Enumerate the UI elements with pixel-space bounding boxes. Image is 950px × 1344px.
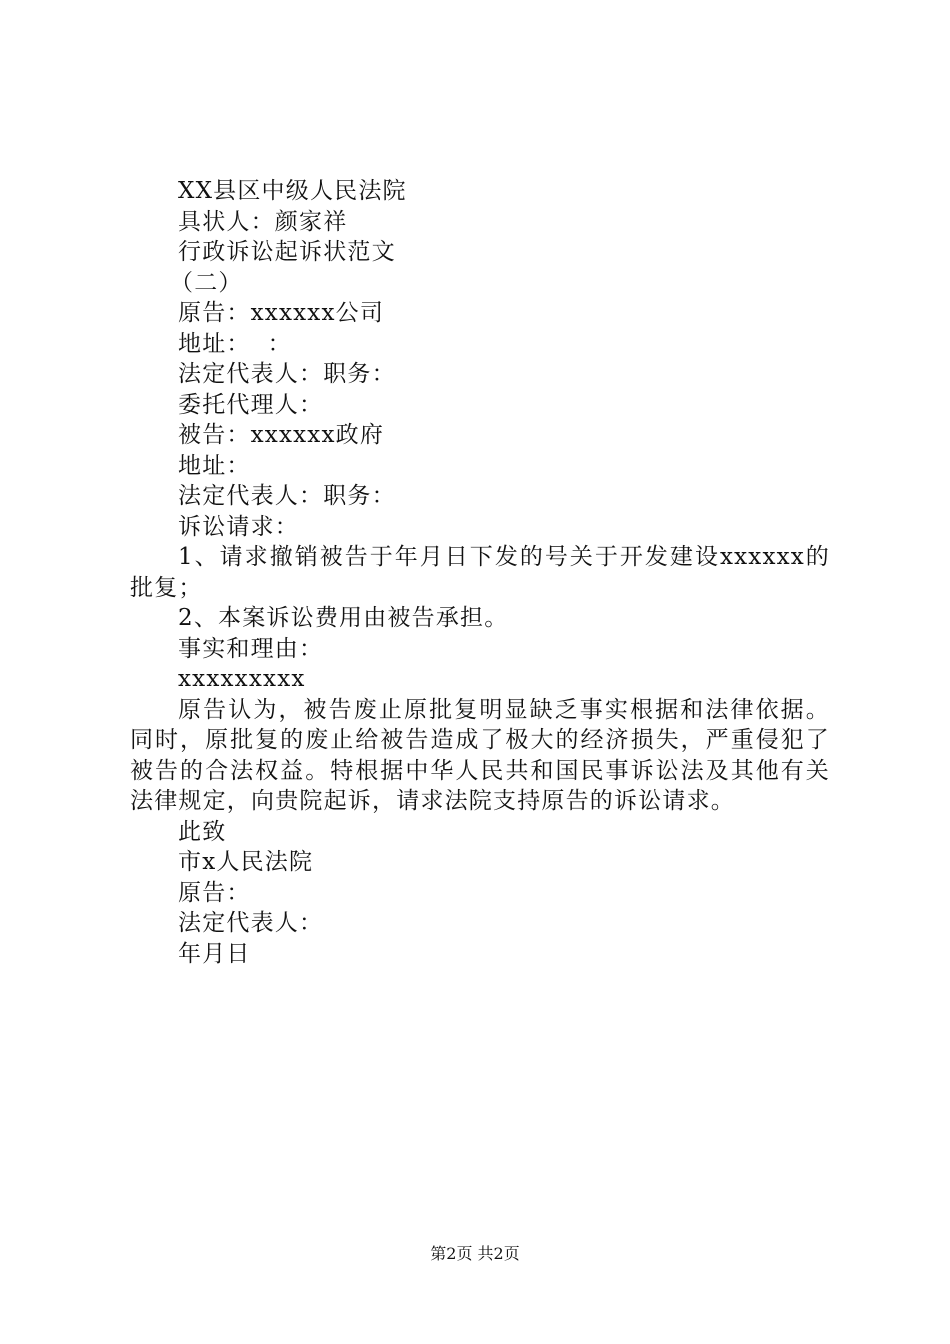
defendant-representative: 法定代表人：职务： [178, 483, 396, 509]
date-line: 年月日 [178, 940, 251, 967]
plaintiff-address: 地址： ： [178, 330, 292, 357]
facts-heading: 事实和理由： [178, 635, 324, 662]
reasoning-paragraph: 原告认为，被告废止原批复明显缺乏事实根据和法律依据。同时，原批复的废止给被告造成了极大的经济损失，严重侵犯了被告的合法权益。特根据中华人民共和国民事诉讼法及其他有关法律规定，向贵院起诉，请求法院支持原告的诉讼请求。 [130, 696, 830, 814]
plaintiff-line: 原告：xxxxxx公司 [178, 300, 385, 326]
document-title: 行政诉讼起诉状范文 [178, 239, 396, 265]
document-body [130, 176, 830, 969]
agent-line: 委托代理人： [178, 391, 324, 418]
defendant-line: 被告：xxxxxx政府 [178, 422, 385, 448]
claims-heading: 诉讼请求： [178, 513, 299, 540]
plaintiff-signature: 原告： [178, 879, 251, 906]
recipient-court: 市x人民法院 [178, 849, 314, 875]
signer-line: 具状人：颜家祥 [178, 208, 348, 235]
salutation: 此致 [178, 818, 227, 845]
representative-signature: 法定代表人： [178, 910, 324, 936]
defendant-address: 地址： [178, 452, 251, 479]
page-footer: 第2页 共2页 [430, 1244, 520, 1263]
plaintiff-representative: 法定代表人：职务： [178, 361, 396, 387]
part-number: （二） [170, 269, 243, 296]
claim-1: 1、请求撤销被告于年月日下发的号关于开发建设xxxxxx的批复； [130, 544, 830, 601]
facts-placeholder: xxxxxxxxx [178, 666, 306, 692]
claim-2: 2、本案诉讼费用由被告承担。 [178, 605, 509, 631]
court-header: XX县区中级人民法院 [178, 178, 407, 204]
